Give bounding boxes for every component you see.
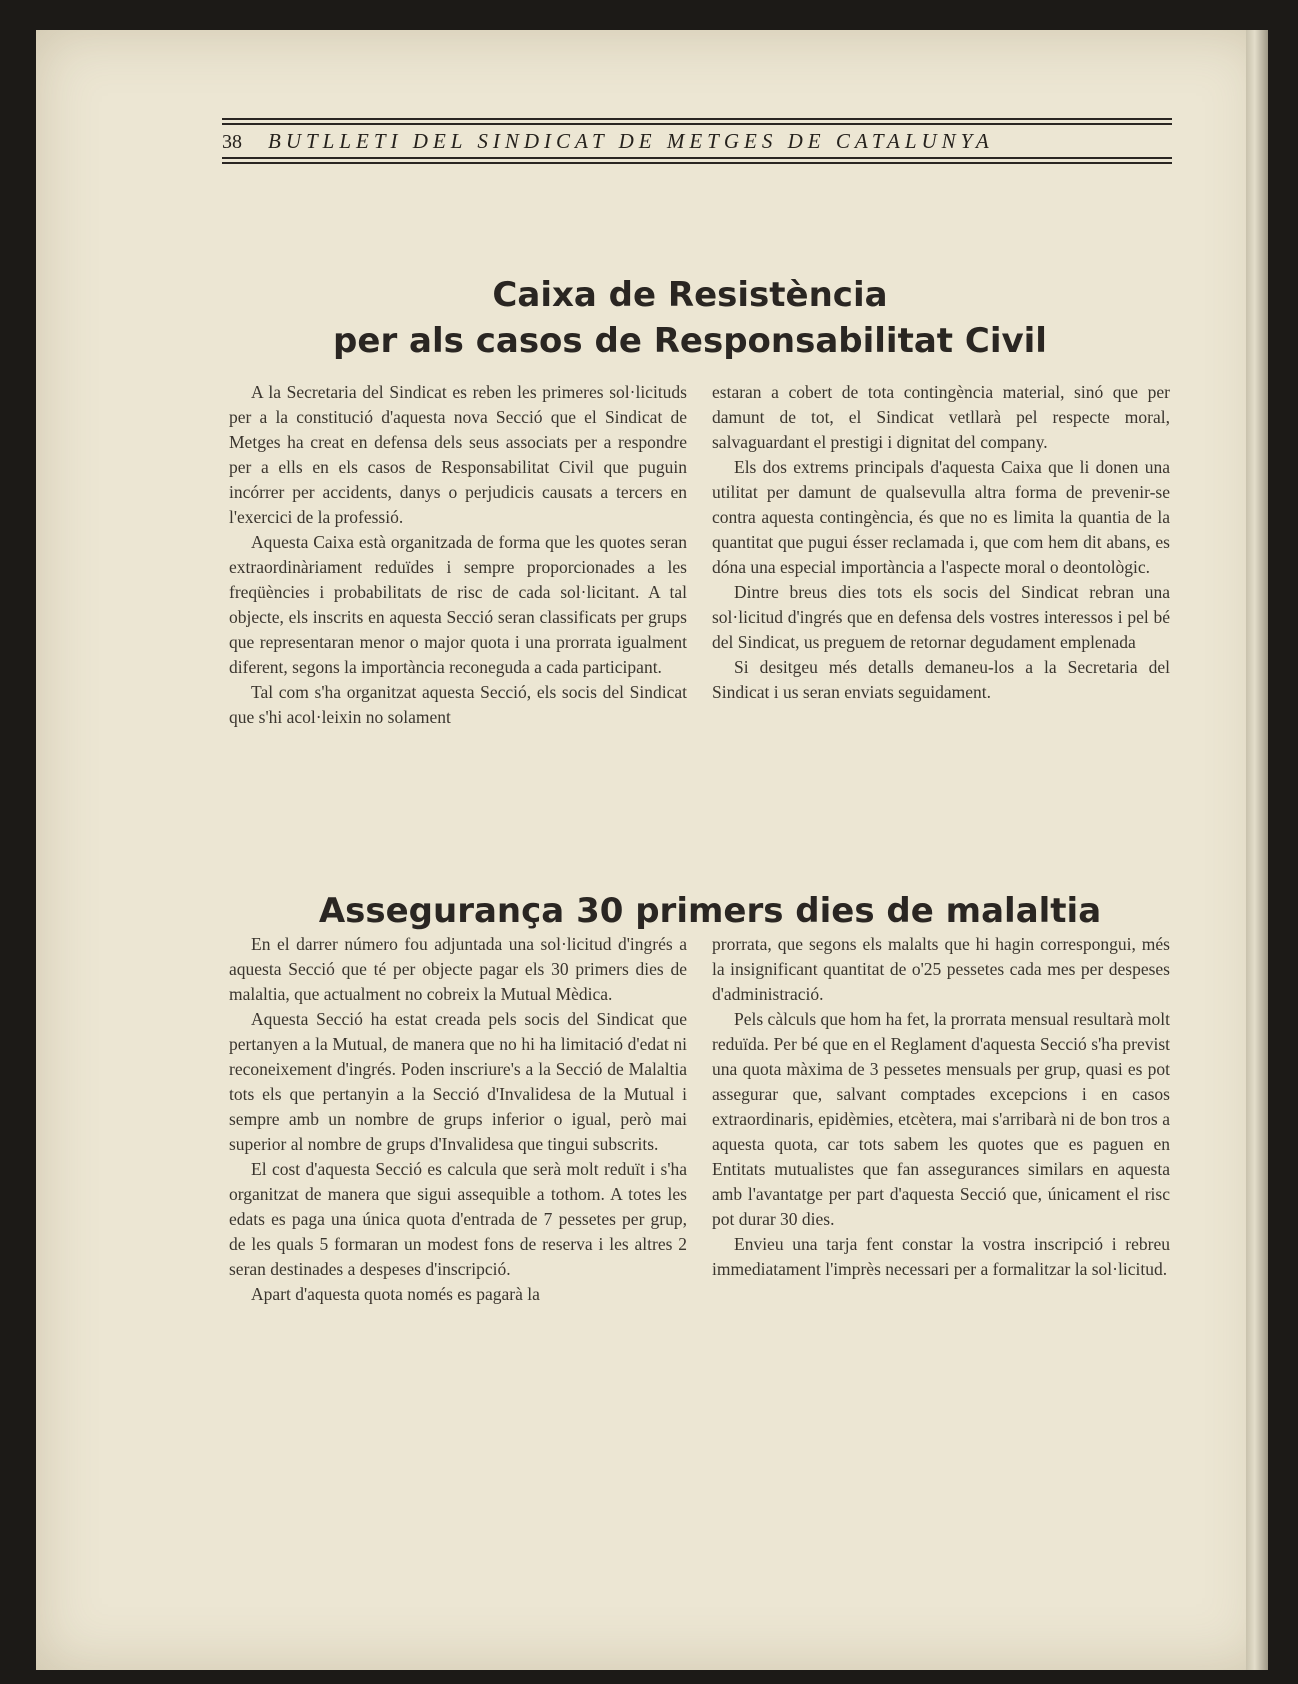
header-bottom-rule — [222, 157, 1172, 164]
section1-title-line1: Caixa de Resistència — [492, 275, 888, 315]
paragraph: estaran a cobert de tota contingència material, sinó que per damunt de tot, el Sindicat vetllarà pel respecte moral, salvaguardant el prestigi i dignitat del company. — [712, 382, 1170, 452]
paragraph: Apart d'aquesta quota només es pagarà la — [251, 1284, 540, 1304]
paragraph: Els dos extrems principals d'aquesta Caixa que li donen una utilitat per damunt de qualsevulla altra forma de prevenir-se contra aquesta contingència, és que no es limita la quantia de la quantitat que pugui ésser reclamada i, que com hem dit abans, es dóna una especial importància a l'aspecte moral o deontològic. — [712, 457, 1170, 577]
section1-title-line2: per als casos de Responsabilitat Civil — [333, 321, 1047, 361]
running-title: BUTLLETI DEL SINDICAT DE METGES DE CATALUNYA — [268, 129, 994, 153]
header-line — [222, 125, 1172, 157]
paragraph: A la Secretaria del Sindicat es reben les primeres sol·licituds per a la constitució d'aquesta nova Secció que el Sindicat de Metges ha creat en defensa dels seus associats per a respondre per a ells en els casos de Responsabilitat Civil que puguin incórrer per accidents, danys o perjudicis causats a tercers en l'exercici de la professió. — [229, 382, 687, 527]
paragraph: prorrata, que segons els malalts que hi hagin correspongui, més la insignificant quantitat de o'25 pessetes cada mes per despeses d'administració. — [712, 934, 1170, 1004]
paragraph: El cost d'aquesta Secció es calcula que serà molt reduït i s'ha organitzat de manera que sigui assequible a tothom. A totes les edats es paga una única quota d'entrada de 7 pessetes per grup, de les quals 5 formaran un modest fons de reserva i les altres 2 seran destinades a despeses d'inscripció. — [229, 1159, 687, 1279]
paragraph: Pels càlculs que hom ha fet, la prorrata mensual resultarà molt reduïda. Per bé que en el Reglament d'aquesta Secció s'ha previst una quota màxima de 3 pessetes mensuals per grup, quasi es pot assegurar que, salvant comptades excepcions i en casos extraordinaris, epidèmies, etcètera, mai s'arribarà ni de bon tros a aquesta quota, car tots sabem les quotes que es paguen en Entitats mutualistes que fan assegurances similars en aquesta amb l'avantatge per part d'aquesta Secció que, únicament el risc pot durar 30 dies. — [712, 1009, 1170, 1229]
header-top-rule — [222, 118, 1172, 125]
page-number: 38 — [222, 131, 242, 153]
section2-right-column — [712, 932, 1170, 1282]
section2-title: Assegurança 30 primers dies de malaltia — [318, 891, 1102, 931]
running-header — [222, 118, 1172, 164]
paragraph: En el darrer número fou adjuntada una sol·licitud d'ingrés a aquesta Secció que té per objecte pagar els 30 primers dies de malaltia, que actualment no cobreix la Mutual Mèdica. — [229, 934, 687, 1004]
section1-left-column — [229, 380, 687, 730]
paragraph: Aquesta Secció ha estat creada pels socis del Sindicat que pertanyen a la Mutual, de manera que no hi ha limitació d'edat ni reconeixement d'ingrés. Poden inscriure's a la Secció de Malaltia tots els que pertanyin a la Secció d'Invalidesa de la Mutual i sempre amb un nombre de grups inferior o igual, però mai superior al nombre de grups d'Invalidesa que tingui subscrits. — [229, 1009, 687, 1154]
paragraph: Si desitgeu més detalls demaneu-los a la Secretaria del Sindicat i us seran enviats seguidament. — [712, 657, 1170, 702]
paragraph: Tal com s'ha organitzat aquesta Secció, els socis del Sindicat que s'hi acol·leixin no solament — [229, 682, 687, 727]
section1-title — [240, 272, 1140, 364]
paragraph: Envieu una tarja fent constar la vostra inscripció i rebreu immediatament l'imprès necessari per a formalitzar la sol·licitud. — [712, 1234, 1170, 1279]
paragraph: Aquesta Caixa està organitzada de forma que les quotes seran extraordinàriament reduïdes i sempre proporcionades a les freqüències i probabilitats de risc de cada sol·licitant. A tal objecte, els inscrits en aquesta Secció seran classificats per grups que representaran menor o major quota i una prorrata igualment diferent, segons la importància reconeguda a cada participant. — [229, 532, 687, 677]
section1-right-column — [712, 380, 1170, 705]
page-spine — [1246, 30, 1268, 1670]
section2-left-column — [229, 932, 687, 1307]
paragraph: Dintre breus dies tots els socis del Sindicat rebran una sol·licitud d'ingrés que en defensa dels vostres interessos i pel bé del Sindicat, us preguem de retornar degudament emplenada — [712, 582, 1170, 652]
